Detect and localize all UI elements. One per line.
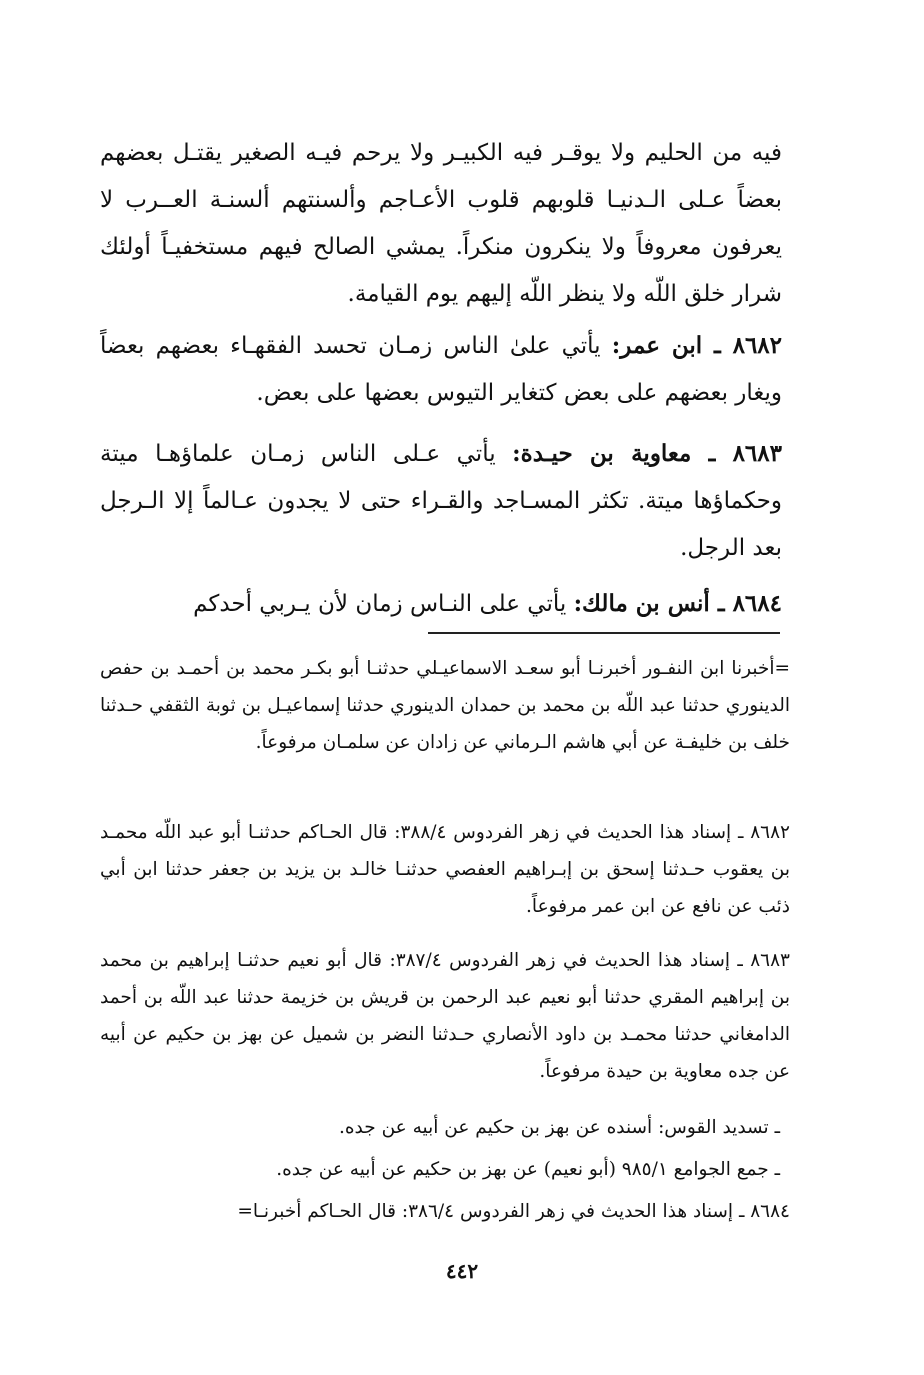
paragraph-text: فيه من الحليم ولا يوقـر فيه الكبيـر ولا يرحم فيـه الصغير يقتـل بعضهم بعضاً عـلى الـدنيـا قلوبهم قلوب الأعـاجم وألسنتهم ألسنـة العــرب لا يعرفون معروفاً ولا ينكرون منكراً. يمشي الصالح فيهم مستخفيـاً أولئك شرار خلق اللّه ولا ينظر اللّه إليهم يوم القيامة. — [100, 140, 782, 307]
hadith-text: يأتي علىٰ الناس زمـان تحسد الفقهـاء بعضهم بعضاً ويغار بعضهم على بعض كتغاير التيوس بعضها على بعض. — [100, 333, 782, 406]
footnote-8683: ٨٦٨٣ ـ إسناد هذا الحديث في زهر الفردوس ٣٨٧/٤: قال أبو نعيم حدثنـا إبراهيم بن محمد بن إبراهيم المقري حدثنا أبو نعيم عبد الرحمن بن قريش بن خزيمة حدثنا عبد اللّه بن أحمد الدامغاني حدثنا محمـد بن داود الأنصاري حـدثنا النضر بن شميل عن بهز بن حكيم عن أبيه عن جده معاوية بن حيدة مرفوعاً. — [100, 950, 790, 1082]
footnote-separator — [428, 632, 780, 634]
paragraph-continued — [100, 130, 782, 318]
hadith-number-narrator: ٨٦٨٢ ـ ابن عمر: — [611, 332, 783, 359]
hadith-8684 — [100, 580, 782, 628]
hadith-8682 — [100, 322, 782, 417]
hadith-text: يأتي على النـاس زمان لأن يـربي أحدكم — [193, 591, 574, 617]
hadith-text: يأتي عـلى الناس زمـان علماؤهـا ميتة وحكماؤها ميتة. تكثر المسـاجد والقـراء حتى لا يجدون عـالماً إلا الـرجل بعد الرجل. — [100, 441, 782, 561]
hadith-number-narrator: ٨٦٨٤ ـ أنس بن مالك: — [573, 590, 782, 617]
hadith-8683 — [100, 430, 782, 572]
footnote-continued: =أخبرنا ابن النفـور أخبرنـا أبو سعـد الاسماعيـلي حدثنـا أبو بكـر محمد بن أحمـد بن حفص الدينوري حدثنا عبد اللّه بن محمد بن حمدان الدينوري حدثنا إسماعيـل بن ثوبة الثقفي حـدثنا خلف بن خليفـة عن أبي هاشم الـرماني عن زادان عن سلمـان مرفوعاً. — [100, 658, 790, 753]
footnote-8683-note-1: ـ تسديد القوس: أسنده عن بهز بن حكيم عن أبيه عن جده. — [338, 1117, 780, 1138]
footnote-8682: ٨٦٨٢ ـ إسناد هذا الحديث في زهر الفردوس ٣٨٨/٤: قال الحـاكم حدثنـا أبو عبد اللّه محمـد بن يعقوب حـدثنا إسحق بن إبـراهيم العفصي حدثنـا خالـد بن يزيد بن جعفر حدثنا ابن أبي ذئب عن نافع عن ابن عمر مرفوعاً. — [100, 822, 790, 917]
footnote-8684: ٨٦٨٤ ـ إسناد هذا الحديث في زهر الفردوس ٣٨٦/٤: قال الحـاكم أخبرنـا= — [237, 1201, 790, 1222]
footnote-8683-note-2: ـ جمع الجوامع ٩٨٥/١ (أبو نعيم) عن بهز بن حكيم عن أبيه عن جده. — [276, 1159, 780, 1180]
page-number: ٤٤٢ — [445, 1259, 479, 1283]
hadith-number-narrator: ٨٦٨٣ ـ معاوية بن حيـدة: — [512, 440, 782, 467]
